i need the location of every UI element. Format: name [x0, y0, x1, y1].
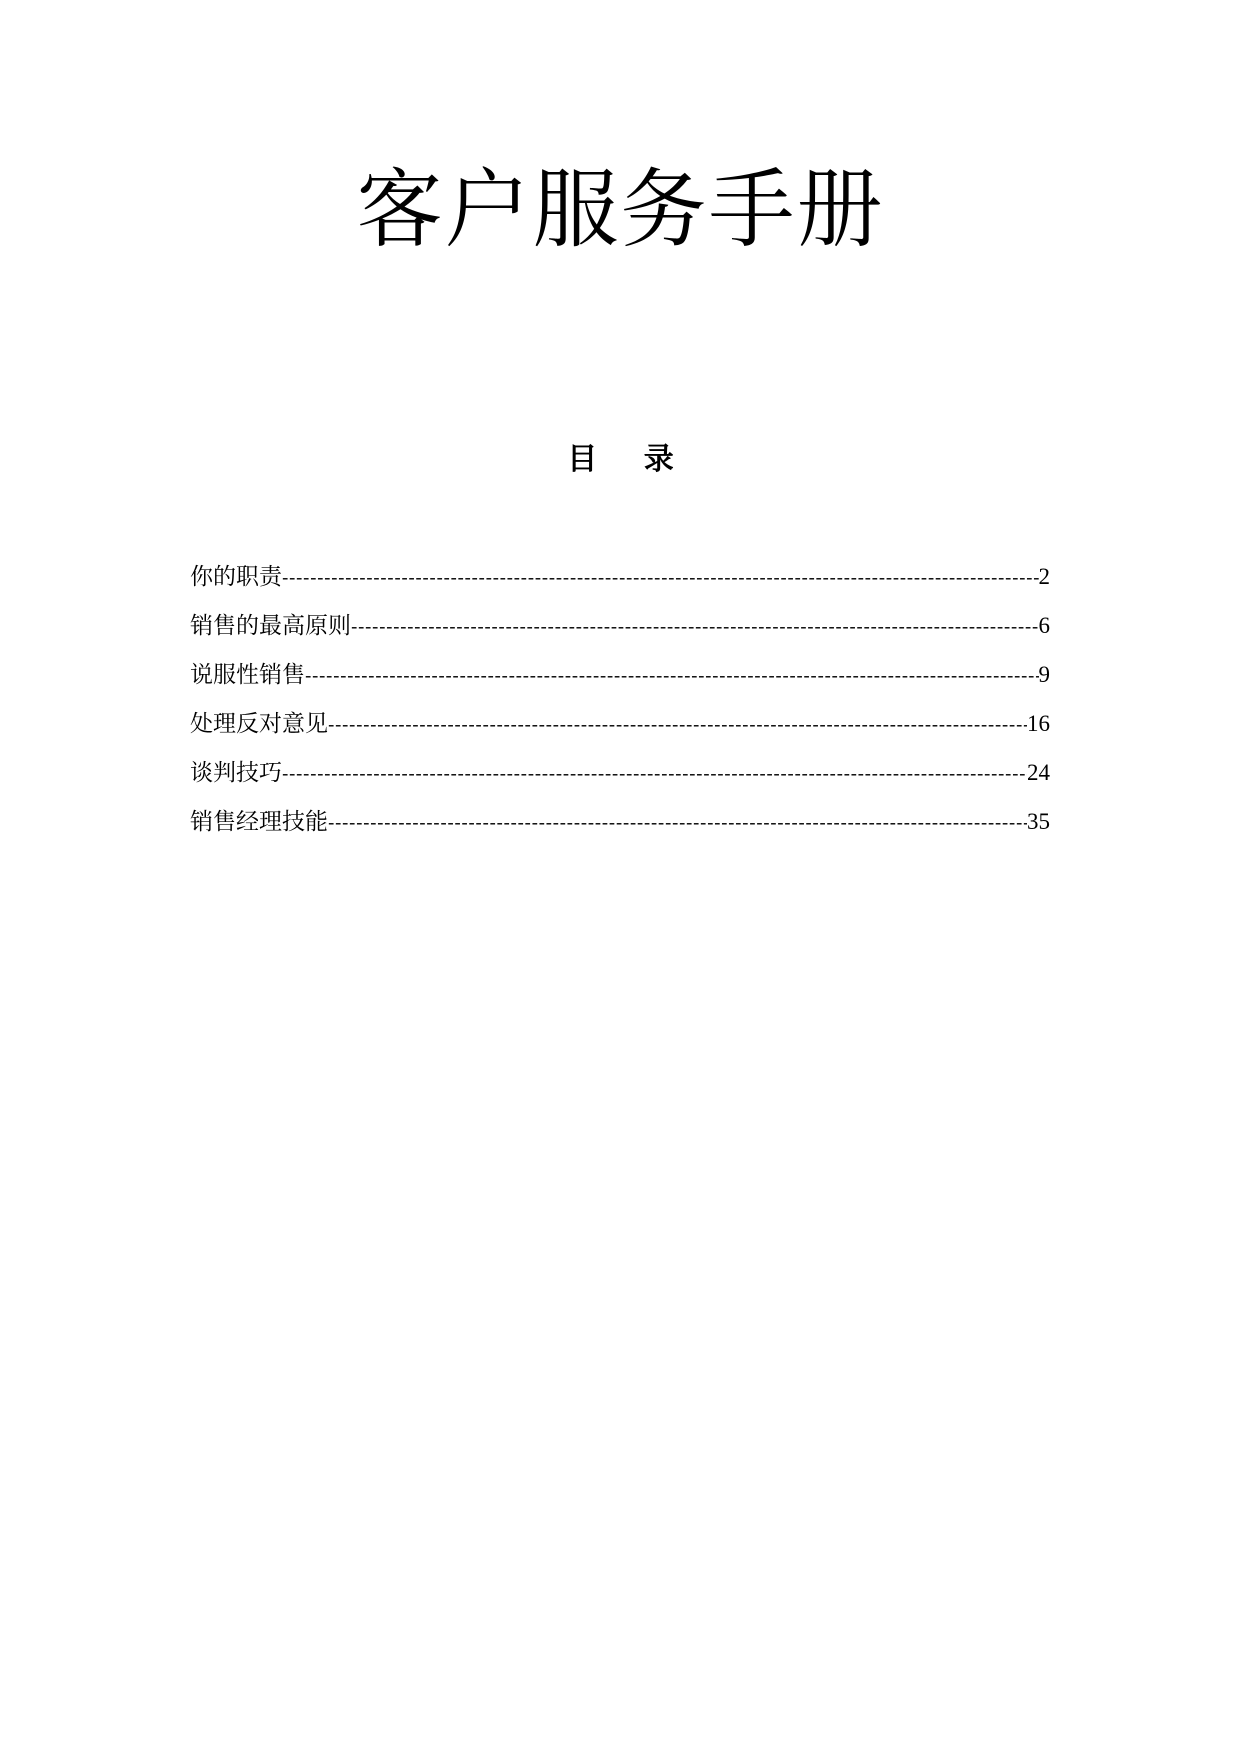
toc-entry-handling-objections[interactable] — [190, 709, 1050, 758]
toc-entry-label: 销售经理技能 — [190, 809, 328, 835]
toc-entry-sales-manager-skills[interactable] — [190, 807, 1050, 856]
toc-dot-leader — [328, 710, 1027, 740]
toc-dot-leader — [351, 612, 1039, 642]
toc-dot-leader — [305, 661, 1039, 691]
toc-heading: 目 录 — [567, 442, 692, 477]
toc-entry-page: 2 — [1038, 564, 1050, 589]
toc-entry-page: 16 — [1027, 711, 1050, 736]
table-of-contents — [190, 562, 1050, 856]
toc-entry-responsibilities[interactable] — [190, 562, 1050, 611]
toc-entry-page: 9 — [1038, 662, 1050, 687]
toc-entry-page: 6 — [1038, 613, 1050, 638]
toc-entry-label: 说服性销售 — [190, 662, 305, 688]
toc-entry-page: 35 — [1027, 809, 1050, 834]
toc-dot-leader — [282, 563, 1039, 593]
toc-entry-label: 你的职责 — [190, 564, 282, 590]
toc-entry-persuasive-selling[interactable] — [190, 660, 1050, 709]
toc-entry-label: 处理反对意见 — [190, 711, 328, 737]
toc-dot-leader — [282, 759, 1027, 789]
toc-dot-leader — [328, 808, 1027, 838]
toc-entry-label: 销售的最高原则 — [190, 613, 351, 639]
toc-entry-negotiation-skills[interactable] — [190, 758, 1050, 807]
document-title: 客户服务手册 — [356, 160, 885, 260]
toc-entry-page: 24 — [1027, 760, 1050, 785]
toc-entry-sales-principles[interactable] — [190, 611, 1050, 660]
toc-entry-label: 谈判技巧 — [190, 760, 282, 786]
